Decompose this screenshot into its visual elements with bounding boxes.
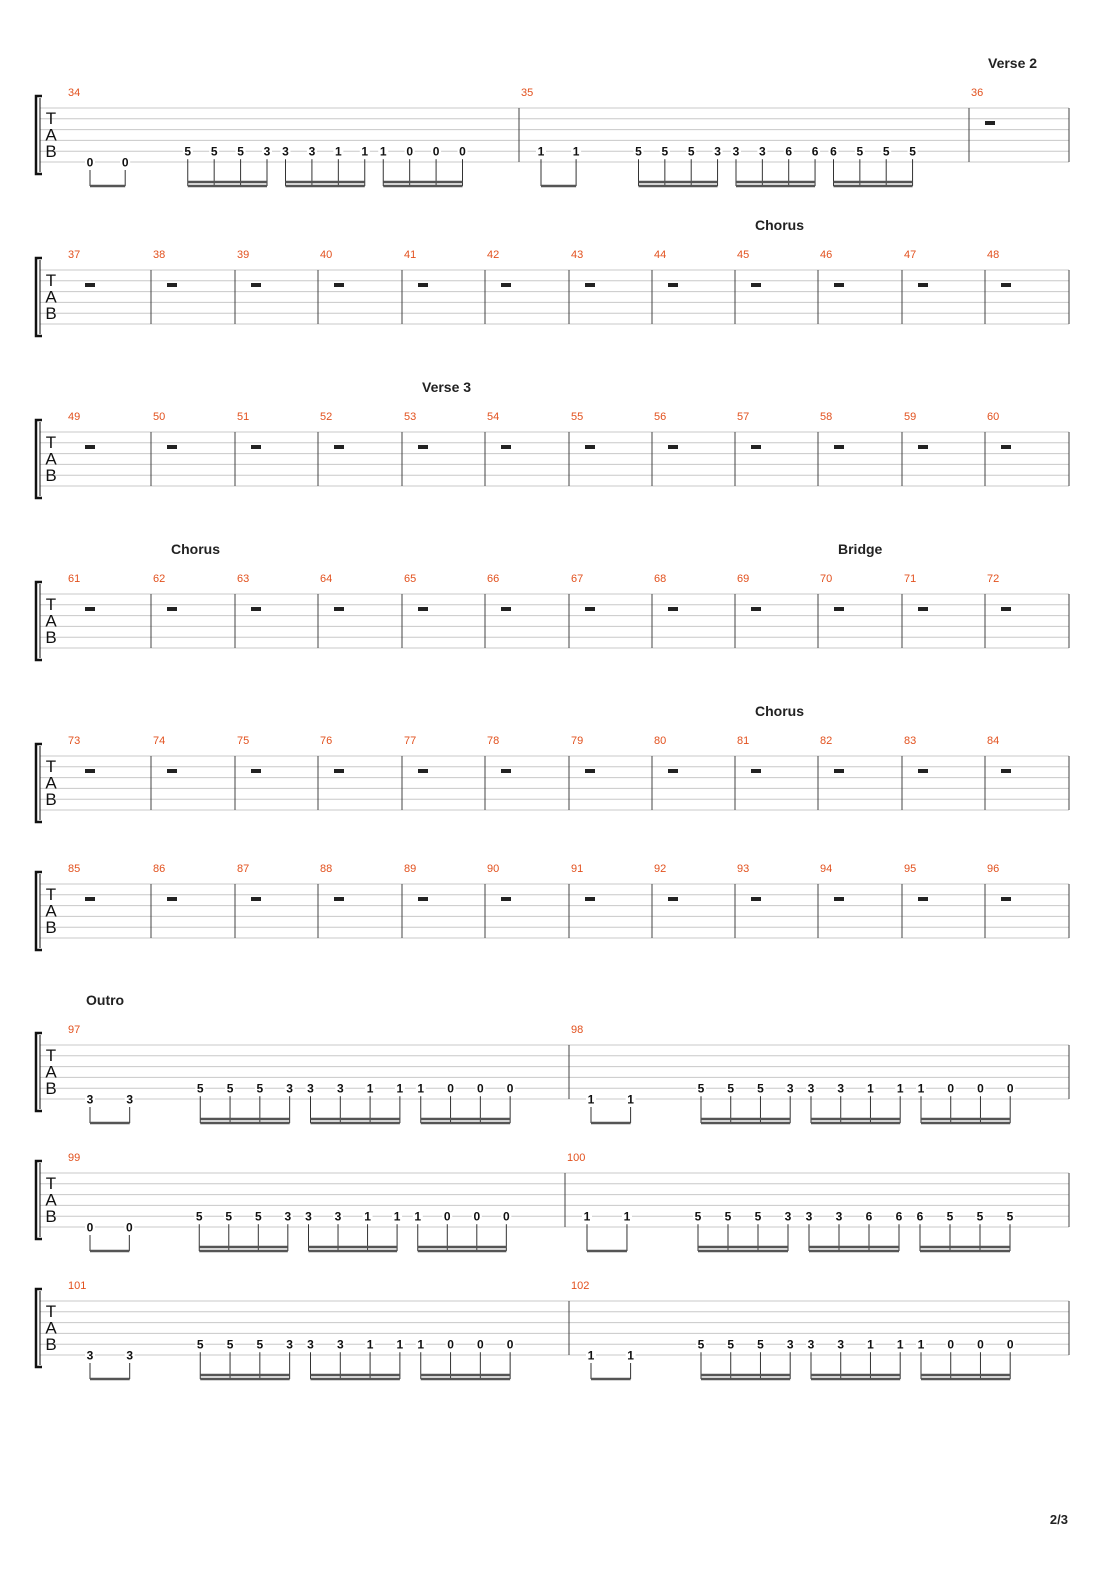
tab-clef-letter: B — [45, 790, 57, 809]
fret-number: 1 — [867, 1337, 874, 1352]
measure-number: 72 — [987, 573, 1000, 585]
measure-number: 56 — [654, 411, 667, 423]
tab-system — [36, 863, 1069, 950]
measure-number: 79 — [571, 735, 584, 747]
whole-rest — [1001, 607, 1011, 611]
fret-number: 1 — [537, 144, 545, 159]
whole-rest — [418, 283, 428, 287]
fret-number: 0 — [125, 1220, 133, 1235]
whole-rest — [834, 283, 844, 287]
fret-number: 0 — [502, 1209, 510, 1224]
tab-clef-letter: T — [45, 757, 57, 776]
fret-number: 5 — [196, 1337, 204, 1352]
fret-number: 6 — [811, 144, 819, 159]
whole-rest — [501, 897, 511, 901]
measure-number: 38 — [153, 249, 166, 261]
whole-rest — [918, 769, 928, 773]
fret-number: 1 — [393, 1209, 401, 1224]
measure-number: 35 — [521, 87, 534, 99]
fret-number: 3 — [837, 1081, 845, 1096]
whole-rest — [334, 897, 344, 901]
whole-rest — [585, 607, 595, 611]
fret-number: 0 — [459, 144, 466, 159]
measure-number: 74 — [153, 735, 166, 747]
fret-number: 1 — [917, 1081, 925, 1096]
whole-rest — [751, 897, 761, 901]
tab-clef-letter: A — [45, 1062, 57, 1082]
whole-rest — [751, 445, 761, 449]
fret-number: 3 — [805, 1209, 813, 1224]
measure-number: 77 — [404, 735, 417, 747]
fret-number: 1 — [627, 1092, 634, 1107]
tab-clef-letter: A — [45, 773, 57, 793]
measure-number: 75 — [237, 735, 250, 747]
measure-number: 78 — [487, 735, 500, 747]
fret-number: 1 — [379, 144, 387, 159]
whole-rest — [167, 607, 177, 611]
fret-number: 5 — [946, 1209, 954, 1224]
fret-number: 5 — [757, 1337, 764, 1352]
tab-system — [36, 217, 1069, 336]
tab-clef-letter: T — [45, 595, 57, 614]
fret-number: 0 — [121, 155, 129, 170]
tab-clef-letter: T — [45, 433, 57, 452]
fret-number: 6 — [895, 1209, 903, 1224]
whole-rest — [1001, 769, 1011, 773]
whole-rest — [585, 445, 595, 449]
whole-rest — [751, 283, 761, 287]
fret-number: 5 — [226, 1337, 234, 1352]
measure-number: 63 — [237, 573, 250, 585]
measure-number: 54 — [487, 411, 500, 423]
tab-system — [36, 541, 1069, 660]
fret-number: 1 — [572, 144, 580, 159]
fret-number: 3 — [714, 144, 721, 159]
fret-number: 0 — [473, 1209, 481, 1224]
fret-number: 3 — [305, 1209, 312, 1224]
tab-system — [36, 379, 1069, 498]
measure-number: 97 — [68, 1024, 81, 1036]
fret-number: 1 — [366, 1081, 374, 1096]
tab-clef-letter: A — [45, 449, 57, 469]
whole-rest — [418, 769, 428, 773]
whole-rest — [251, 769, 261, 773]
whole-rest — [1001, 283, 1011, 287]
measure-number: 37 — [68, 249, 81, 261]
whole-rest — [1001, 897, 1011, 901]
fret-number: 5 — [697, 1081, 705, 1096]
section-label: Chorus — [755, 217, 804, 233]
fret-number: 5 — [237, 144, 244, 159]
section-label: Bridge — [838, 541, 883, 557]
fret-number: 3 — [86, 1092, 94, 1107]
fret-number: 0 — [506, 1081, 514, 1096]
measure-number: 83 — [904, 735, 917, 747]
whole-rest — [167, 897, 177, 901]
measure-number: 69 — [737, 573, 750, 585]
fret-number: 5 — [882, 144, 890, 159]
whole-rest — [167, 445, 177, 449]
fret-number: 0 — [947, 1081, 955, 1096]
section-label: Chorus — [755, 703, 804, 719]
fret-number: 0 — [1006, 1081, 1014, 1096]
fret-number: 5 — [256, 1337, 264, 1352]
fret-number: 3 — [759, 144, 766, 159]
whole-rest — [501, 607, 511, 611]
tab-clef-letter: B — [45, 1079, 57, 1098]
measure-number: 47 — [904, 249, 917, 261]
tab-clef-letter: T — [45, 1046, 57, 1065]
whole-rest — [167, 283, 177, 287]
fret-number: 6 — [916, 1209, 924, 1224]
whole-rest — [918, 283, 928, 287]
whole-rest — [834, 445, 844, 449]
whole-rest — [251, 445, 261, 449]
measure-number: 70 — [820, 573, 833, 585]
whole-rest — [501, 283, 511, 287]
section-label: Verse 3 — [422, 379, 472, 395]
whole-rest — [85, 769, 95, 773]
whole-rest — [918, 445, 928, 449]
fret-number: 1 — [896, 1081, 904, 1096]
fret-number: 3 — [786, 1337, 794, 1352]
fret-number: 0 — [947, 1337, 955, 1352]
fret-number: 5 — [226, 1081, 234, 1096]
fret-number: 3 — [263, 144, 271, 159]
fret-number: 5 — [661, 144, 669, 159]
tab-clef-letter: A — [45, 611, 57, 631]
measure-number: 80 — [654, 735, 667, 747]
measure-number: 51 — [237, 411, 250, 423]
measure-number: 40 — [320, 249, 333, 261]
fret-number: 5 — [225, 1209, 233, 1224]
measure-number: 62 — [153, 573, 166, 585]
measure-number: 39 — [237, 249, 250, 261]
measure-number: 71 — [904, 573, 917, 585]
measure-number: 101 — [68, 1280, 87, 1292]
measure-number: 41 — [404, 249, 417, 261]
fret-number: 0 — [447, 1081, 454, 1096]
tab-clef-letter: B — [45, 628, 57, 647]
fret-number: 0 — [477, 1081, 484, 1096]
fret-number: 1 — [334, 144, 342, 159]
tab-clef-letter: B — [45, 142, 57, 161]
fret-number: 6 — [785, 144, 793, 159]
fret-number: 3 — [286, 1337, 293, 1352]
fret-number: 3 — [86, 1348, 94, 1363]
whole-rest — [418, 607, 428, 611]
measure-number: 94 — [820, 863, 833, 875]
fret-number: 0 — [447, 1337, 454, 1352]
fret-number: 1 — [414, 1209, 422, 1224]
measure-number: 98 — [571, 1024, 584, 1036]
tab-clef-letter: A — [45, 1190, 57, 1210]
whole-rest — [251, 897, 261, 901]
fret-number: 3 — [835, 1209, 843, 1224]
whole-rest — [334, 607, 344, 611]
whole-rest — [334, 769, 344, 773]
measure-number: 61 — [68, 573, 81, 585]
fret-number: 5 — [757, 1081, 764, 1096]
measure-number: 90 — [487, 863, 500, 875]
fret-number: 3 — [334, 1209, 342, 1224]
fret-number: 5 — [195, 1209, 203, 1224]
whole-rest — [985, 121, 995, 125]
fret-number: 3 — [807, 1337, 815, 1352]
fret-number: 5 — [687, 144, 695, 159]
tab-system — [36, 703, 1069, 822]
measure-number: 100 — [567, 1152, 586, 1164]
whole-rest — [834, 769, 844, 773]
whole-rest — [668, 445, 678, 449]
section-label: Verse 2 — [988, 55, 1038, 71]
fret-number: 5 — [254, 1209, 262, 1224]
fret-number: 3 — [336, 1337, 344, 1352]
measure-number: 96 — [987, 863, 1000, 875]
fret-number: 5 — [727, 1337, 735, 1352]
fret-number: 0 — [406, 144, 414, 159]
whole-rest — [334, 445, 344, 449]
tab-system — [36, 1152, 1069, 1251]
whole-rest — [834, 897, 844, 901]
whole-rest — [85, 445, 95, 449]
measure-number: 85 — [68, 863, 81, 875]
measure-number: 67 — [571, 573, 584, 585]
tab-clef-letter: A — [45, 901, 57, 921]
fret-number: 5 — [909, 144, 916, 159]
tab-clef-letter: T — [45, 109, 57, 128]
whole-rest — [251, 283, 261, 287]
fret-number: 1 — [917, 1337, 925, 1352]
measure-number: 59 — [904, 411, 917, 423]
fret-number: 1 — [417, 1337, 425, 1352]
tab-clef-letter: B — [45, 1207, 57, 1226]
tab-clef-letter: B — [45, 918, 57, 937]
tab-clef-letter: B — [45, 466, 57, 485]
whole-rest — [585, 283, 595, 287]
page-number: 2/3 — [1049, 1512, 1068, 1527]
measure-number: 55 — [571, 411, 584, 423]
tab-clef-letter: B — [45, 1335, 57, 1354]
measure-number: 73 — [68, 735, 81, 747]
fret-number: 3 — [307, 1081, 314, 1096]
fret-number: 5 — [976, 1209, 984, 1224]
measure-number: 60 — [987, 411, 1000, 423]
measure-number: 102 — [571, 1280, 590, 1292]
whole-rest — [668, 607, 678, 611]
whole-rest — [501, 769, 511, 773]
fret-number: 3 — [336, 1081, 344, 1096]
fret-number: 3 — [284, 1209, 292, 1224]
whole-rest — [585, 897, 595, 901]
measure-number: 65 — [404, 573, 417, 585]
fret-number: 5 — [184, 144, 192, 159]
fret-number: 0 — [1006, 1337, 1014, 1352]
measure-number: 57 — [737, 411, 750, 423]
measure-number: 84 — [987, 735, 1000, 747]
fret-number: 3 — [732, 144, 740, 159]
fret-number: 3 — [126, 1092, 134, 1107]
tab-clef-letter: T — [45, 1174, 57, 1193]
tab-system — [36, 55, 1069, 186]
measure-number: 68 — [654, 573, 667, 585]
fret-number: 3 — [837, 1337, 845, 1352]
measure-number: 43 — [571, 249, 584, 261]
section-label: Outro — [86, 992, 125, 1008]
fret-number: 5 — [694, 1209, 702, 1224]
fret-number: 3 — [786, 1081, 794, 1096]
fret-number: 0 — [86, 155, 94, 170]
fret-number: 5 — [727, 1081, 735, 1096]
measure-number: 92 — [654, 863, 667, 875]
tab-clef-letter: T — [45, 885, 57, 904]
measure-number: 64 — [320, 573, 333, 585]
measure-number: 87 — [237, 863, 250, 875]
fret-number: 5 — [754, 1209, 762, 1224]
tab-clef-letter: A — [45, 125, 57, 145]
measure-number: 58 — [820, 411, 833, 423]
fret-number: 3 — [784, 1209, 792, 1224]
section-label: Chorus — [171, 541, 220, 557]
measure-number: 91 — [571, 863, 584, 875]
tab-clef-letter: A — [45, 1318, 57, 1338]
fret-number: 3 — [286, 1081, 293, 1096]
whole-rest — [167, 769, 177, 773]
measure-number: 81 — [737, 735, 750, 747]
measure-number: 49 — [68, 411, 81, 423]
fret-number: 0 — [977, 1337, 984, 1352]
measure-number: 93 — [737, 863, 750, 875]
tab-clef-letter: T — [45, 1302, 57, 1321]
fret-number: 5 — [196, 1081, 204, 1096]
fret-number: 1 — [867, 1081, 874, 1096]
fret-number: 6 — [830, 144, 837, 159]
fret-number: 0 — [977, 1081, 984, 1096]
measure-number: 34 — [68, 87, 81, 99]
fret-number: 1 — [417, 1081, 425, 1096]
whole-rest — [501, 445, 511, 449]
measure-number: 45 — [737, 249, 750, 261]
fret-number: 3 — [807, 1081, 815, 1096]
measure-number: 88 — [320, 863, 333, 875]
fret-number: 1 — [361, 144, 369, 159]
fret-number: 1 — [623, 1209, 631, 1224]
fret-number: 6 — [865, 1209, 873, 1224]
whole-rest — [85, 283, 95, 287]
fret-number: 1 — [396, 1081, 404, 1096]
tab-clef-letter: T — [45, 271, 57, 290]
fret-number: 5 — [697, 1337, 705, 1352]
fret-number: 5 — [256, 1081, 264, 1096]
measure-number: 86 — [153, 863, 166, 875]
tab-clef-letter: A — [45, 287, 57, 307]
whole-rest — [668, 769, 678, 773]
whole-rest — [85, 897, 95, 901]
tab-system — [36, 992, 1069, 1123]
fret-number: 3 — [126, 1348, 134, 1363]
measure-number: 52 — [320, 411, 333, 423]
measure-number: 42 — [487, 249, 500, 261]
tab-system — [36, 1280, 1069, 1379]
whole-rest — [668, 283, 678, 287]
measure-number: 82 — [820, 735, 833, 747]
fret-number: 3 — [307, 1337, 314, 1352]
whole-rest — [918, 897, 928, 901]
fret-number: 3 — [282, 144, 289, 159]
fret-number: 1 — [583, 1209, 591, 1224]
measure-number: 95 — [904, 863, 917, 875]
measure-number: 48 — [987, 249, 1000, 261]
fret-number: 5 — [1006, 1209, 1014, 1224]
whole-rest — [585, 769, 595, 773]
measure-number: 76 — [320, 735, 333, 747]
whole-rest — [251, 607, 261, 611]
fret-number: 1 — [396, 1337, 404, 1352]
fret-number: 0 — [477, 1337, 484, 1352]
measure-number: 50 — [153, 411, 166, 423]
whole-rest — [834, 607, 844, 611]
fret-number: 0 — [443, 1209, 451, 1224]
fret-number: 5 — [210, 144, 218, 159]
measure-number: 44 — [654, 249, 667, 261]
whole-rest — [751, 769, 761, 773]
measure-number: 99 — [68, 1152, 81, 1164]
measure-number: 46 — [820, 249, 833, 261]
measure-number: 53 — [404, 411, 417, 423]
fret-number: 1 — [364, 1209, 371, 1224]
fret-number: 1 — [896, 1337, 904, 1352]
whole-rest — [1001, 445, 1011, 449]
fret-number: 5 — [724, 1209, 732, 1224]
whole-rest — [418, 445, 428, 449]
measure-number: 36 — [971, 87, 984, 99]
whole-rest — [668, 897, 678, 901]
whole-rest — [751, 607, 761, 611]
fret-number: 1 — [587, 1092, 595, 1107]
whole-rest — [418, 897, 428, 901]
fret-number: 1 — [587, 1348, 595, 1363]
fret-number: 3 — [308, 144, 316, 159]
whole-rest — [918, 607, 928, 611]
fret-number: 5 — [856, 144, 864, 159]
measure-number: 89 — [404, 863, 417, 875]
fret-number: 1 — [627, 1348, 634, 1363]
whole-rest — [334, 283, 344, 287]
fret-number: 0 — [506, 1337, 514, 1352]
tab-clef-letter: B — [45, 304, 57, 323]
fret-number: 5 — [635, 144, 642, 159]
fret-number: 0 — [86, 1220, 94, 1235]
fret-number: 1 — [366, 1337, 374, 1352]
whole-rest — [85, 607, 95, 611]
measure-number: 66 — [487, 573, 500, 585]
fret-number: 0 — [432, 144, 440, 159]
